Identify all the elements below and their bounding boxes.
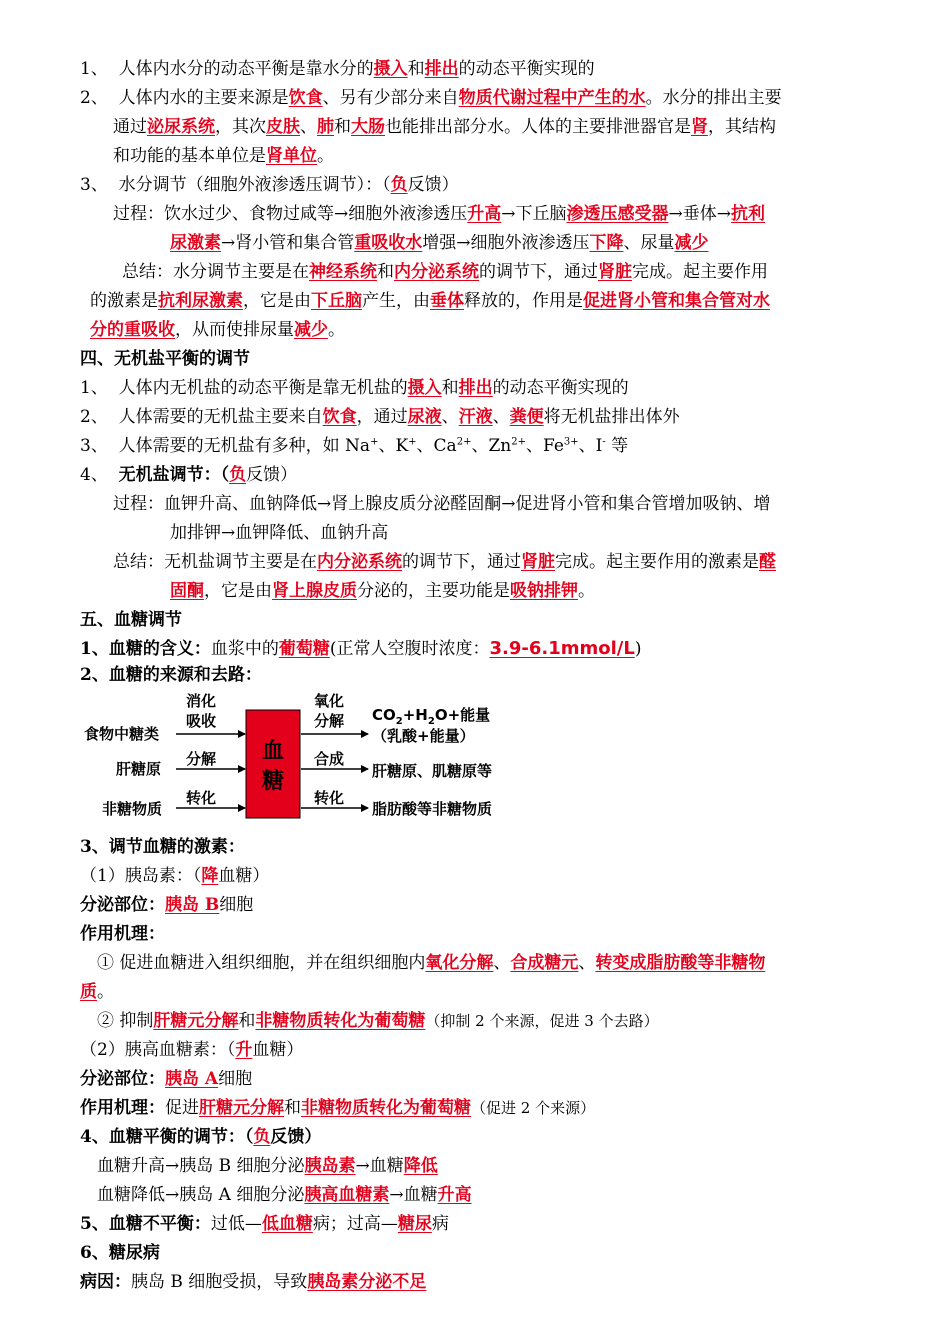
op-decompose: 分解: [186, 750, 217, 768]
source-liver-glycogen: 肝糖原: [116, 760, 162, 778]
salt-item-2: 2、 人体需要的无机盐主要来自饮食，通过尿液、汗液、粪便将无机盐排出体外: [80, 407, 680, 427]
op-oxidize: 氧化: [314, 692, 345, 710]
glucose-sources-heading: 2、血糖的来源和去路：: [80, 665, 262, 685]
hormones-heading: 3、调节血糖的激素：: [80, 837, 245, 857]
source-food-sugar: 食物中糖类: [84, 725, 160, 743]
salt-item-3: 3、 人体需要的无机盐有多种，如 Na+、K+、$Ca^{2+}$、$Zn^{2+}$、$Fe^{3+}$、I- 等: [80, 436, 629, 456]
glucagon-heading: （2）胰高血糖素：（升血糖）: [80, 1040, 304, 1060]
op-transform: 转化: [314, 789, 345, 807]
water-summary-line-2: 的激素是抗利尿激素，它是由下丘脑产生，由垂体释放的，作用是促进肾小管和集合管对水: [90, 291, 770, 311]
op-convert: 转化: [186, 789, 217, 807]
salt-item-4: 4、 无机盐调节：（负反馈）: [80, 465, 298, 485]
water-process-line-2: 尿激素→肾小管和集合管重吸收水增强→细胞外液渗透压下降、尿量减少: [170, 233, 709, 253]
insulin-mechanism-2: ② 抑制肝糖元分解和非糖物质转化为葡萄糖（抑制 2 个来源，促进 3 个去路）: [97, 1011, 659, 1031]
salt-process-line-2: 加排钾→血钾降低、血钠升高: [170, 523, 389, 543]
op-absorb: 吸收: [186, 712, 217, 730]
glucose-flow-diagram: [80, 686, 600, 826]
section-5-heading: 五、血糖调节: [80, 610, 182, 630]
water-summary-line-1: 总结：水分调节主要是在神经系统和内分泌系统的调节下，通过肾脏完成。起主要作用: [122, 262, 768, 282]
glucagon-mechanism: 作用机理：促进肝糖元分解和非糖物质转化为葡萄糖（促进 2 个来源）: [80, 1098, 596, 1118]
op-synthesize: 合成: [314, 750, 345, 768]
sink-co2-h2o-energy: $CO_2+H_2O+$能量: [372, 706, 491, 727]
sink-fat-acids: 脂肪酸等非糖物质: [372, 800, 493, 818]
insulin-secretion-site: 分泌部位：胰岛 B细胞: [80, 895, 254, 915]
salt-summary-line-2: 固酮，它是由肾上腺皮质分泌的，主要功能是吸钠排钾。: [170, 581, 595, 601]
glucose-rise-pathway: 血糖升高→胰岛 B 细胞分泌胰岛素→血糖降低: [97, 1156, 438, 1176]
glucose-definition: 1、血糖的含义：血浆中的葡萄糖(正常人空腹时浓度：3.9-6.1mmol/L): [80, 638, 642, 659]
glucagon-secretion-site: 分泌部位：胰岛 A细胞: [80, 1069, 253, 1089]
glucose-imbalance: 5、血糖不平衡：过低—低血糖病；过高—糖尿病: [80, 1214, 449, 1234]
water-item-2-line-3: 和功能的基本单位是肾单位。: [113, 146, 334, 166]
glucose-center-box: [246, 710, 300, 818]
water-process-line-1: 过程：饮水过少、食物过咸等→细胞外液渗透压升高→下丘脑渗透压感受器→垂体→抗利: [113, 204, 765, 224]
insulin-mechanism-1-cont: 质。: [80, 982, 114, 1002]
water-summary-line-3: 分的重吸收，从而使排尿量减少。: [90, 320, 345, 340]
insulin-mechanism-label: 作用机理：: [80, 924, 165, 944]
sink-lactate: （乳酸+能量）: [372, 727, 475, 745]
salt-summary-line-1: 总结：无机盐调节主要是在内分泌系统的调节下，通过肾脏完成。起主要作用的激素是醛: [113, 552, 776, 572]
diabetes-heading: 6、糖尿病: [80, 1243, 160, 1263]
water-item-3: 3、 水分调节（细胞外液渗透压调节）：（负反馈）: [80, 175, 459, 195]
glucose-fall-pathway: 血糖降低→胰岛 A 细胞分泌胰高血糖素→血糖升高: [97, 1185, 472, 1205]
insulin-mechanism-1: ① 促进血糖进入组织细胞，并在组织细胞内氧化分解、合成糖元、转变成脂肪酸等非糖物: [97, 953, 766, 973]
section-4-heading: 四、无机盐平衡的调节: [80, 349, 250, 369]
glucose-center-char-1: 血: [261, 739, 285, 764]
sink-glycogen: 肝糖原、肌糖原等: [372, 762, 493, 780]
salt-process-line-1: 过程：血钾升高、血钠降低→肾上腺皮质分泌醛固酮→促进肾小管和集合管增加吸钠、增: [113, 494, 771, 514]
op-digest: 消化: [186, 692, 217, 710]
water-item-2-line-2: 通过泌尿系统，其次皮肤、肺和大肠也能排出部分水。人体的主要排泄器官是肾，其结构: [113, 117, 776, 137]
insulin-heading: （1）胰岛素：（降血糖）: [80, 866, 270, 886]
source-non-sugar: 非糖物质: [102, 800, 163, 818]
water-item-1: 1、 人体内水分的动态平衡是靠水分的摄入和排出的动态平衡实现的: [80, 59, 595, 79]
salt-item-1: 1、 人体内无机盐的动态平衡是靠无机盐的摄入和排出的动态平衡实现的: [80, 378, 629, 398]
glucose-balance-heading: 4、血糖平衡的调节：（负反馈）: [80, 1127, 322, 1147]
water-item-2: 2、 人体内水的主要来源是饮食、另有少部分来自物质代谢过程中产生的水。水分的排出主要: [80, 88, 782, 108]
op-break-down: 分解: [314, 712, 345, 730]
glucose-center-char-2: 糖: [261, 769, 285, 794]
diabetes-cause: 病因：胰岛 B 细胞受损，导致胰岛素分泌不足: [80, 1272, 427, 1292]
